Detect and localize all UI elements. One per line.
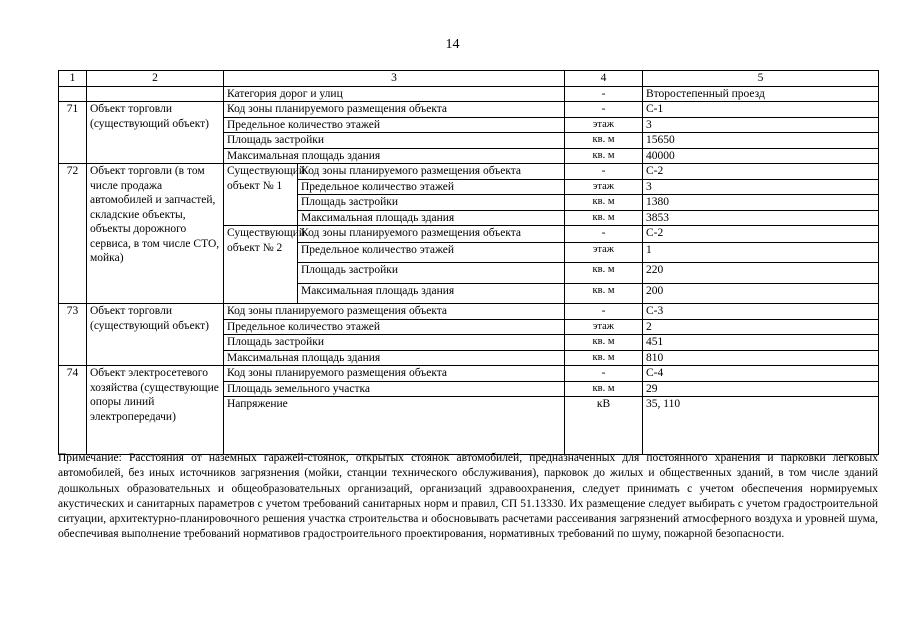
header-col-2: 2 — [87, 71, 224, 87]
empty-cell — [59, 86, 87, 102]
value-cell: 40000 — [643, 148, 879, 164]
param-cell: Код зоны планируемого размещения объекта — [224, 304, 565, 320]
param-cell: Площадь застройки — [224, 335, 565, 351]
table-row — [59, 86, 879, 102]
value-cell: 3853 — [643, 210, 879, 226]
header-col-4: 4 — [565, 71, 643, 87]
row-number: 73 — [59, 304, 87, 366]
param-cell: Категория дорог и улиц — [224, 86, 565, 102]
value-cell: 29 — [643, 381, 879, 397]
param-cell: Код зоны планируемого размещения объекта — [224, 366, 565, 382]
sub-object-label: Существующий объект № 1 — [224, 164, 298, 226]
value-cell: С-1 — [643, 102, 879, 118]
object-name: Объект торговли (существующий объект) — [87, 304, 224, 366]
header-row — [59, 71, 879, 87]
param-cell: Площадь застройки — [224, 133, 565, 149]
unit-cell: кв. м — [565, 263, 643, 284]
unit-cell: - — [565, 304, 643, 320]
empty-cell — [87, 86, 224, 102]
value-cell: С-3 — [643, 304, 879, 320]
param-cell: Предельное количество этажей — [298, 179, 565, 195]
param-cell: Код зоны планируемого размещения объекта — [298, 164, 565, 180]
value-cell: 1380 — [643, 195, 879, 211]
param-cell: Площадь застройки — [298, 195, 565, 211]
header-col-1: 1 — [59, 71, 87, 87]
param-cell: Максимальная площадь здания — [224, 350, 565, 366]
unit-cell: - — [565, 86, 643, 102]
value-cell: 15650 — [643, 133, 879, 149]
row-number: 74 — [59, 366, 87, 455]
unit-cell: этаж — [565, 179, 643, 195]
value-cell: С-2 — [643, 164, 879, 180]
value-cell: 3 — [643, 117, 879, 133]
unit-cell: - — [565, 366, 643, 382]
value-cell: Второстепенный проезд — [643, 86, 879, 102]
param-cell: Напряжение — [224, 397, 565, 455]
unit-cell: кв. м — [565, 284, 643, 304]
page-number: 14 — [445, 37, 460, 52]
value-cell: С-4 — [643, 366, 879, 382]
value-cell: 451 — [643, 335, 879, 351]
table-note: Примечание: Расстояния от наземных гаражей-стоянок, открытых стоянок автомобилей, предназначенных для постоянного хранения и парковки легковых автомобилей, без иных источников загрязнения (мойки, станции технического обслуживания), парковок до жилых и общественных зданий, в том числе зданий дошкольных образовательных и общеобразовательных организаций, организаций здравоохранения, следует принимать с учетом обеспечения нормируемых акустических и санитарных параметров с учетом требований санитарных норм и правил, СП 51.13330. Их размещение следует выбирать с учетом градостроительной ситуации, архитектурно-планировочного решения участка строительства и обосновывать расчетами рассеивания загрязнений атмосферного воздуха и уровней шума, обеспечивая выполнение требований нормативов градостроительного проектирования, нормативных требований по шуму, пожарной безопасности. — [58, 452, 878, 541]
object-name: Объект электросетевого хозяйства (существующие опоры линий электропередачи) — [87, 366, 224, 455]
param-cell: Код зоны планируемого размещения объекта — [298, 226, 565, 243]
unit-cell: кв. м — [565, 148, 643, 164]
unit-cell: этаж — [565, 243, 643, 263]
header-col-3: 3 — [224, 71, 565, 87]
param-cell: Максимальная площадь здания — [298, 210, 565, 226]
unit-cell: этаж — [565, 117, 643, 133]
value-cell: 810 — [643, 350, 879, 366]
value-cell: 1 — [643, 243, 879, 263]
unit-cell: кв. м — [565, 210, 643, 226]
param-cell: Площадь застройки — [298, 263, 565, 284]
regulations-table — [58, 70, 879, 455]
unit-cell: кв. м — [565, 133, 643, 149]
value-cell: 3 — [643, 179, 879, 195]
row-number: 71 — [59, 102, 87, 164]
unit-cell: - — [565, 102, 643, 118]
value-cell: 220 — [643, 263, 879, 284]
table-row — [59, 366, 879, 382]
param-cell: Предельное количество этажей — [224, 319, 565, 335]
unit-cell: этаж — [565, 319, 643, 335]
unit-cell: кв. м — [565, 335, 643, 351]
header-col-5: 5 — [643, 71, 879, 87]
unit-cell: - — [565, 226, 643, 243]
unit-cell: кв. м — [565, 195, 643, 211]
param-cell: Предельное количество этажей — [298, 243, 565, 263]
table-row — [59, 304, 879, 320]
value-cell: 200 — [643, 284, 879, 304]
row-number: 72 — [59, 164, 87, 304]
unit-cell: кв. м — [565, 381, 643, 397]
param-cell: Код зоны планируемого размещения объекта — [224, 102, 565, 118]
unit-cell: кв. м — [565, 350, 643, 366]
table-row — [59, 164, 879, 180]
object-name: Объект торговли (существующий объект) — [87, 102, 224, 164]
sub-object-label: Существующий объект № 2 — [224, 226, 298, 304]
object-name: Объект торговли (в том числе продажа автомобилей и запчастей, складские объекты, объекты дорожного сервиса, в том числе СТО, мойка) — [87, 164, 224, 304]
param-cell: Максимальная площадь здания — [224, 148, 565, 164]
unit-cell: кВ — [565, 397, 643, 455]
value-cell: С-2 — [643, 226, 879, 243]
value-cell: 2 — [643, 319, 879, 335]
param-cell: Площадь земельного участка — [224, 381, 565, 397]
value-cell: 35, 110 — [643, 397, 879, 455]
param-cell: Предельное количество этажей — [224, 117, 565, 133]
unit-cell: - — [565, 164, 643, 180]
param-cell: Максимальная площадь здания — [298, 284, 565, 304]
table-row — [59, 102, 879, 118]
